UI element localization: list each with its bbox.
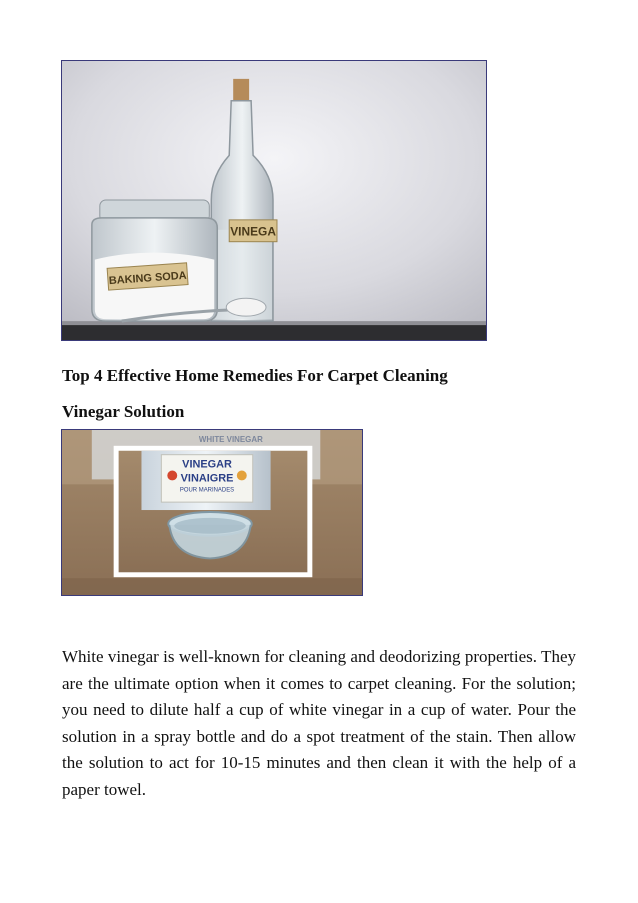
vinegar-bowl-illustration (62, 430, 362, 595)
vinegar-label-text: VINEGA (230, 224, 276, 239)
baking-soda-vinegar-illustration (62, 61, 486, 340)
baking-soda-vinegar-photo (61, 60, 487, 341)
body-paragraph: White vinegar is well-known for cleaning and deodorizing properties. They are the ultimate option when it comes to carpet cleaning. For the solution; you need to dilute half a cup of white vinegar in a cup of water. Pour the solution in a spray bottle and do a spot treatment of the stain. Then allow the solution to act for 10-15 minutes and then clean it with the help of a paper towel. (62, 647, 576, 799)
baking-soda-label-text: BAKING SODA (108, 269, 187, 288)
vinegar-label-line3: POUR MARINADES (179, 487, 235, 494)
vinegar-label-line1: VINEGAR (182, 458, 232, 471)
article-heading: Top 4 Effective Home Remedies For Carpet Cleaning (62, 366, 448, 385)
cork (233, 79, 249, 101)
vinegar-label-line2: VINAIGRE (180, 472, 234, 485)
section-title: Vinegar Solution (62, 402, 185, 421)
back-jug-label-text: WHITE VINEGAR (198, 434, 263, 444)
vinegar-bowl-photo (61, 429, 363, 596)
